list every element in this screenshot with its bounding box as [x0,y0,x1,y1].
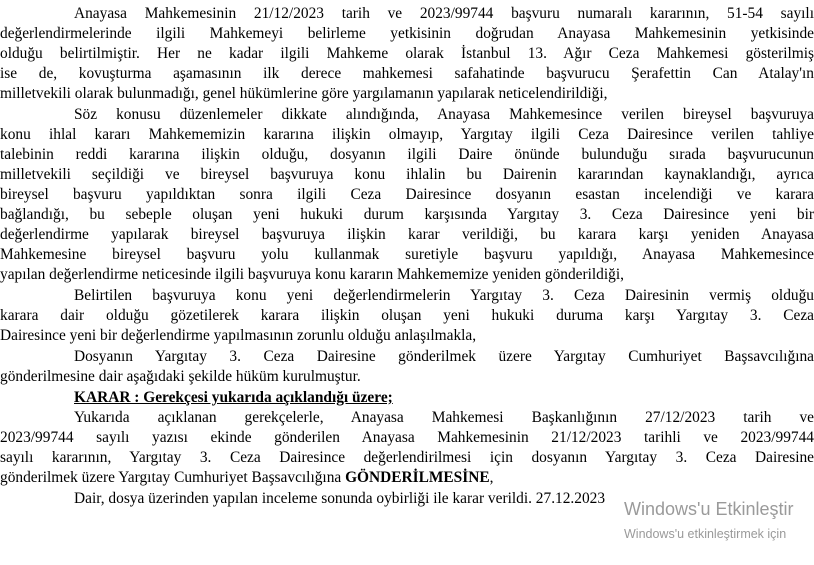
decision-heading: KARAR : Gerekçesi yukarıda açıklandığı üzere; [74,389,393,406]
text-line: gönderilmesine dair aşağıdaki şekilde hüküm kurulmuştur. [0,368,361,385]
text-line: Yukarıda açıklanan gerekçelerle, Anayasa Mahkemesi Başkanlığının 27/12/2023 tarih ve [74,409,814,426]
decision-document [0,4,814,509]
text-segment: gönderilmek üzere Yargıtay Cumhuriyet Başsavcılığına [0,469,346,486]
paragraph-1 [0,4,814,104]
text-line: olduğu belirtilmiştir. Her ne kadar ilgili Mahkeme olarak İstanbul 13. Ağır Ceza Mahkemesi gösterilmiş [0,45,814,62]
text-line: 2023/99744 sayılı yazısı ekinde gönderilen Anayasa Mahkemesinin 21/12/2023 tarihli ve 2023/99744 [0,429,814,446]
text-line: bağlandığı, bu sebeple oluşan yeni hukuki durum karşısında Yargıtay 3. Ceza Dairesince yeni bir [0,206,814,223]
decision-body [0,408,814,488]
ruling-keyword: GÖNDERİLMESİNE [345,469,490,486]
text-line: Dairesince yeni bir değerlendirme yapılmasının zorunlu olduğu anlaşılmakla, [0,327,477,344]
text-line: karara dair olduğu gözetilerek karara ilişkin oluşan yeni hukuki duruma karşı Yargıtay 3. Ceza [0,307,814,324]
watermark-title: Windows'u Etkinleştir [624,499,794,519]
paragraph-4 [0,347,814,387]
paragraph-2 [0,105,814,285]
text-line: değerlendirmelerinde ilgili Mahkemeyi belirleme yetkisinin doğrudan Anayasa Mahkemesinin yetkisinde [0,25,814,42]
text-line: ise de, kovuşturma aşamasının ilk derece mahkemesi safahatinde başvurucu Şerafettin Can Atalay'ın [0,65,814,82]
text-line: bireysel başvuru yapıldıktan sonra ilgili Ceza Dairesince dosyanın esastan incelendiği ve karara [0,186,814,203]
text-line: konu ihlal kararı Mahkememizin kararına ilişkin olmayıp, Yargıtay ilgili Ceza Dairesince verilen tahliye [0,126,814,143]
text-line: Dosyanın Yargıtay 3. Ceza Dairesine gönderilmek üzere Yargıtay Cumhuriyet Başsavcılığına [74,348,814,365]
text-line: talebinin reddi kararına ilişkin olduğu, dosyanın ilgili Daire önünde bulunduğu sırada başvurucunun [0,146,814,163]
text-line: Anayasa Mahkemesinin 21/12/2023 tarih ve 2023/99744 başvuru numaralı kararının, 51-54 sayılı [74,5,814,22]
text-line [0,468,814,488]
text-line: yapılan değerlendirme neticesinde ilgili başvuruya konu kararın Mahkememize yeniden gönderildiği, [0,266,624,283]
text-segment: , [489,469,494,486]
text-line: milletvekili olarak bulunmadığı, genel hükümlerine göre yargılamanın yapılarak neticelendirildiği, [0,85,608,102]
text-line: değerlendirme yapılarak bireysel başvuruya ilişkin karar verildiği, bu karara karşı yeniden Anayasa [0,226,814,243]
text-line: Söz konusu düzenlemeler dikkate alındığında, Anayasa Mahkemesince verilen bireysel başvuruya [74,106,814,123]
text-line: Mahkemesine bireysel başvuru yolu kullanmak suretiyle başvuru yapıldığı, Anayasa Mahkemesince [0,246,814,263]
watermark-subtitle: Windows'u etkinleştirmek için [624,527,787,541]
paragraph-3 [0,286,814,346]
text-line: milletvekili seçildiği ve bireysel başvuruya konu ihlalin bu Dairenin kararından kaynaklandığı, ayrıca [0,166,814,183]
closing-line: Dair, dosya üzerinden yapılan inceleme sonunda oybirliği ile karar verildi. 27.12.2023 [74,490,606,507]
text-line: Belirtilen başvuruya konu yeni değerlendirmelerin Yargıtay 3. Ceza Dairesinin vermiş olduğu [74,287,814,304]
text-line: sayılı kararının, Yargıtay 3. Ceza Dairesince değerlendirilmesi için dosyanın Yargıtay 3. Ceza Dairesine [0,449,814,466]
